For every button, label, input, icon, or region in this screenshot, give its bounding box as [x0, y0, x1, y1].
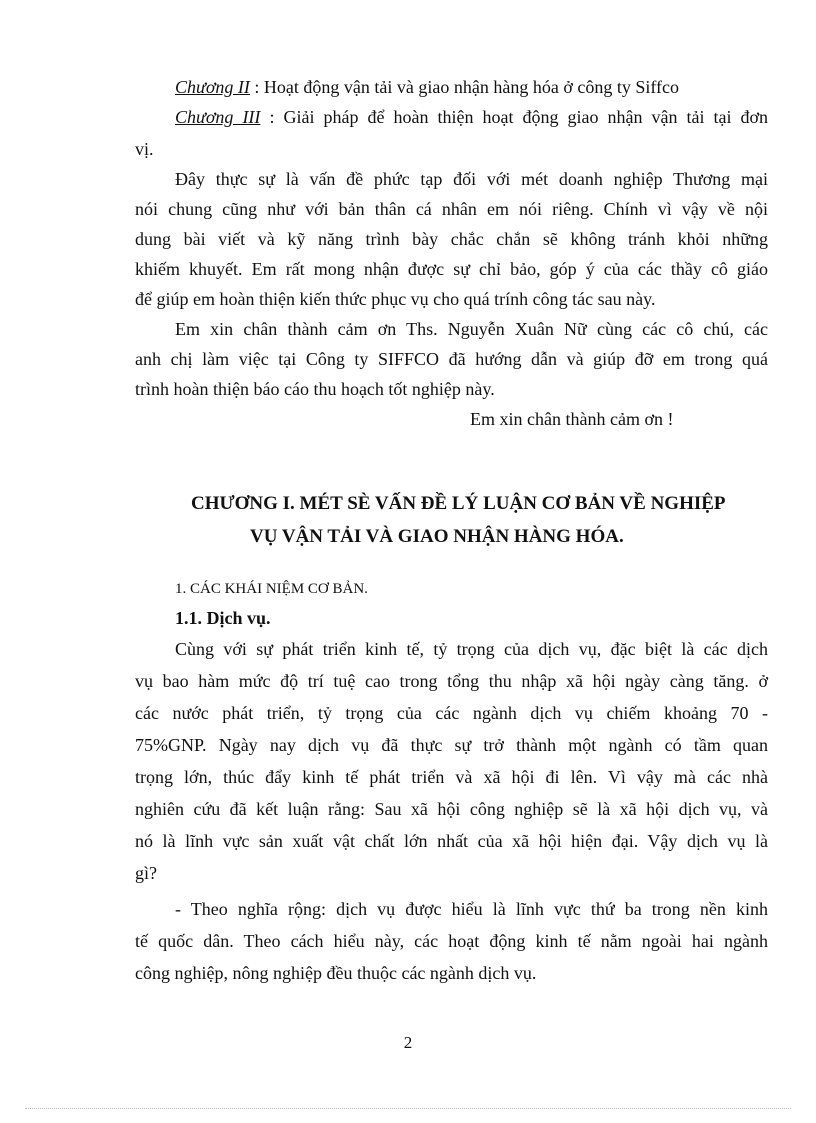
chapter-title-line2: VỤ VẬN TẢI VÀ GIAO NHẬN HÀNG HÓA. [250, 526, 624, 547]
section-para1-line: nghiên cứu đã kết luận rằng: Sau xã hội công nghiệp sẽ là xã hội dịch vụ, và [135, 799, 768, 819]
subsection-heading: 1.1. Dịch vụ. [175, 608, 271, 628]
chapter-label: Chương II [175, 77, 250, 97]
chapter-item-3-cont: vị. [135, 139, 154, 159]
section-para1-line: vụ bao hàm mức độ trí tuệ cao trong tổng thu nhập xã hội ngày càng tăng. ở [135, 671, 768, 691]
page-number: 2 [403, 1033, 413, 1052]
section-para1-line: nó là lĩnh vực sản xuất vật chất lớn nhất của xã hội hiện đại. Vậy dịch vụ là [135, 831, 768, 851]
section-para1-line: gì? [135, 863, 157, 883]
section-para2-line: tế quốc dân. Theo cách hiểu này, các hoạt động kinh tế nằm ngoài hai ngành [135, 931, 768, 951]
chapter-title-line1: CHƯƠNG I. MÉT SÈ VẤN ĐỀ LÝ LUẬN CƠ BẢN VỀ NGHIỆP [191, 493, 726, 514]
chapter-text: : Hoạt động vận tải và giao nhận hàng hóa ở công ty Siffco [249, 77, 680, 97]
chapter-text: : Giải pháp để hoàn thiện hoạt động giao nhận vận tải tại đơn [260, 107, 768, 127]
intro-para1-line: để giúp em hoàn thiện kiến thức phục vụ cho quá trính công tác sau này. [135, 289, 656, 309]
intro-para2-line: anh chị làm việc tại Công ty SIFFCO đã hướng dẫn và giúp đỡ em trong quá [135, 349, 768, 369]
section-para1-line: Cùng với sự phát triển kinh tế, tỷ trọng của dịch vụ, đặc biệt là các dịch [175, 639, 768, 659]
intro-para1-line: Đây thực sự là vấn đề phức tạp đối với mét doanh nghiệp Thương mại [175, 169, 768, 189]
section-heading: 1. CÁC KHÁI NIỆM CƠ BẢN. [175, 581, 368, 597]
intro-para1-line: dung bài viết và kỹ năng trình bày chắc chắn sẽ không tránh khỏi những [135, 229, 768, 249]
section-para1-line: các nước phát triển, tỷ trọng của các ngành dịch vụ chiếm khoảng 70 - [135, 703, 768, 723]
chapter-label: Chương III [175, 107, 261, 127]
section-para2-line: công nghiệp, nông nghiệp đều thuộc các ngành dịch vụ. [135, 963, 537, 983]
intro-para2-line: trình hoàn thiện báo cáo thu hoạch tốt nghiệp này. [135, 379, 495, 399]
chapter-item-2 [175, 76, 679, 98]
page-bottom-divider [25, 1108, 791, 1109]
intro-para1-line: nói chung cũng như với bản thân cá nhân em nói riêng. Chính vì vậy về nội [135, 199, 768, 219]
section-para1-line: trọng lớn, thúc đẩy kinh tế phát triển và xã hội đi lên. Vì vậy mà các nhà [135, 767, 768, 787]
section-para2-line: - Theo nghĩa rộng: dịch vụ được hiểu là lĩnh vực thứ ba trong nền kinh [175, 899, 768, 919]
intro-para2-line: Em xin chân thành cảm ơn Ths. Nguyễn Xuân Nữ cùng các cô chú, các [175, 319, 768, 339]
intro-para1-line: khiếm khuyết. Em rất mong nhận được sự chỉ bảo, góp ý của các thầy cô giáo [135, 259, 768, 279]
thanks-line: Em xin chân thành cảm ơn ! [470, 409, 674, 429]
chapter-item-3 [175, 106, 768, 128]
section-para1-line: 75%GNP. Ngày nay dịch vụ đã thực sự trở thành một ngành có tầm quan [135, 735, 768, 755]
